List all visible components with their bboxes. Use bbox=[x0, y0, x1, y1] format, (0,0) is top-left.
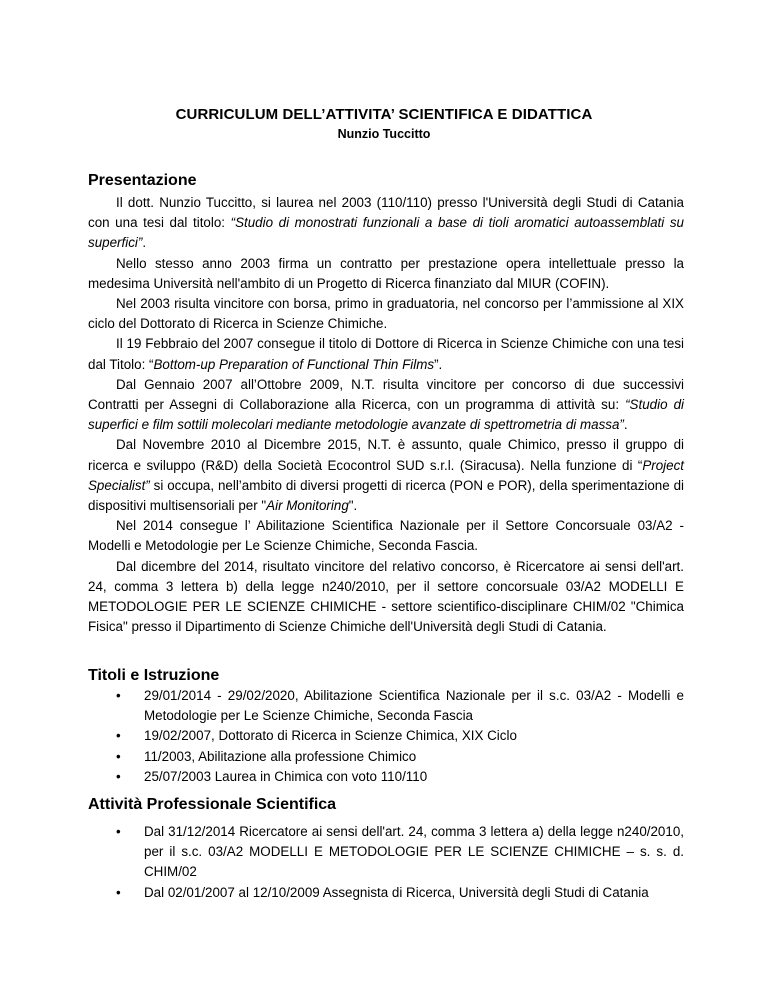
paragraph: Il 19 Febbraio del 2007 consegue il titolo di Dottore di Ricerca in Scienze Chimiche con una tesi dal Titolo: “Bottom-up Preparation of Functional Thin Films”. bbox=[88, 336, 684, 372]
list-item: • Dal 02/01/2007 al 12/10/2009 Assegnista di Ricerca, Università degli Studi di Catania bbox=[88, 883, 684, 903]
list-item: • Dal 31/12/2014 Ricercatore ai sensi dell'art. 24, comma 3 lettera a) della legge n240/2010, per il s.c. 03/A2 MODELLI E METODOLOGIE PER LE SCIENZE CHIMICHE – s. s. d. CHIM/02 bbox=[116, 824, 684, 880]
paragraph: Nello stesso anno 2003 firma un contratto per prestazione opera intellettuale presso la medesima Università nell'ambito di un Progetto di Ricerca finanziato dal MIUR (COFIN). bbox=[88, 255, 684, 291]
section-heading-titoli: Titoli e Istruzione bbox=[88, 667, 220, 684]
section-heading-presentazione: Presentazione bbox=[88, 172, 197, 189]
bullet-icon: • bbox=[116, 768, 121, 784]
section-heading-attivita: Attività Professionale Scientifica bbox=[88, 796, 337, 813]
author-name: Nunzio Tuccitto bbox=[337, 127, 431, 141]
paragraph: Dal dicembre del 2014, risultato vincitore del relativo concorso, è Ricercatore ai sensi dell'art. 24, comma 3 lettera b) della legge n240/2010, per il settore concorsuale 03/A2 MODELLI E METODOLOGIE PER LE SCIENZE CHIMICHE - settore scientifico-disciplinare CHIM/02 "Chimica Fisica" presso il Dipartimento di Scienze Chimiche dell'Università degli Studi di Catania. bbox=[88, 558, 684, 635]
attivita-list bbox=[88, 822, 684, 903]
titoli-list bbox=[88, 686, 684, 787]
bullet-icon: • bbox=[116, 884, 121, 900]
bullet-icon: • bbox=[116, 728, 121, 744]
paragraph: Dal Novembre 2010 al Dicembre 2015, N.T. è assunto, quale Chimico, presso il gruppo di ricerca e sviluppo (R&D) della Società Ecocontrol SUD s.r.l. (Siracusa). Nella funzione di “Project Specialist” si occupa, nell’ambito di diversi progetti di ricerca (PON e POR), della sperimentazione di dispositivi multisensoriali per "Air Monitoring". bbox=[88, 437, 684, 514]
bullet-icon: • bbox=[116, 748, 121, 764]
bullet-icon: • bbox=[116, 824, 121, 839]
bullet-icon: • bbox=[116, 688, 121, 703]
presentazione-body bbox=[88, 193, 684, 637]
list-item: • 19/02/2007, Dottorato di Ricerca in Scienze Chimica, XIX Ciclo bbox=[88, 726, 684, 746]
paragraph: Il dott. Nunzio Tuccitto, si laurea nel 2003 (110/110) presso l'Università degli Studi di Catania con una tesi dal titolo: “Studio di monostrati funzionali a base di tioli aromatici autoassemblati su superfici”. bbox=[88, 195, 684, 251]
paragraph: Nel 2003 risulta vincitore con borsa, primo in graduatoria, nel concorso per l’ammissione al XIX ciclo del Dottorato di Ricerca in Scienze Chimiche. bbox=[88, 296, 684, 332]
paragraph: Nel 2014 consegue l’ Abilitazione Scientifica Nazionale per il Settore Concorsuale 03/A2 - Modelli e Metodologie per Le Scienze Chimiche, Seconda Fascia. bbox=[88, 518, 684, 554]
list-item: • 11/2003, Abilitazione alla professione Chimico bbox=[88, 747, 684, 767]
paragraph: Dal Gennaio 2007 all’Ottobre 2009, N.T. risulta vincitore per concorso di due successivi Contratti per Assegni di Collaborazione alla Ricerca, con un programma di attività su: “Studio di superfici e film sottili molecolari mediante metodologie avanzate di spettrometria di massa”. bbox=[88, 376, 684, 433]
list-item: • 29/01/2014 - 29/02/2020, Abilitazione Scientifica Nazionale per il s.c. 03/A2 - Modelli e Metodologie per Le Scienze Chimiche, Seconda Fascia bbox=[116, 688, 684, 724]
document-title: CURRICULUM DELL’ATTIVITA’ SCIENTIFICA E DIDATTICA bbox=[175, 106, 593, 123]
list-item: • 25/07/2003 Laurea in Chimica con voto 110/110 bbox=[88, 767, 684, 787]
